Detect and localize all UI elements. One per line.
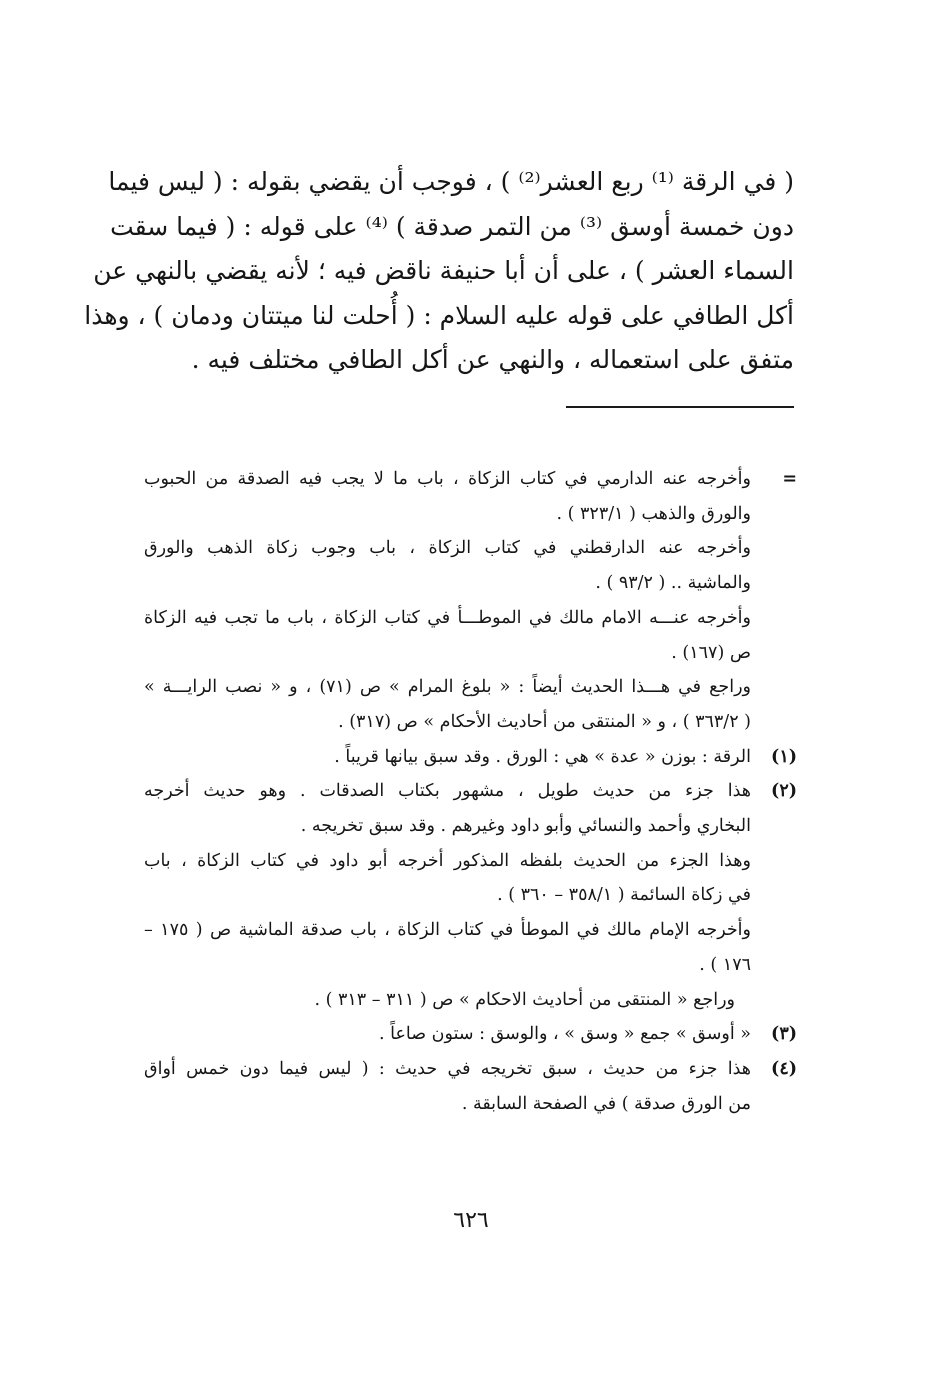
- footnote-line: ( ٣٦٣/٢ ) ، و « المنتقى من أحاديث الأحكام » ص (٣١٧) .: [338, 711, 751, 732]
- footnote-line: ص (١٦٧) .: [671, 642, 751, 663]
- footnote-line: وراجع « المنتقى من أحاديث الاحكام » ص ( ٣١١ – ٣١٣ ) .: [314, 989, 735, 1010]
- footnote-line: ١٧٦ ) .: [699, 954, 751, 975]
- main-text-line: أكل الطافي على قوله عليه السلام : ( أُحلت لنا ميتتان ودمان ) ، وهذا: [84, 300, 794, 330]
- footnote-marker: (١): [771, 746, 797, 767]
- footnote-continuation: [144, 462, 797, 740]
- footnote-2: [144, 774, 797, 1017]
- main-text-line: ( في الرقة ⁽¹⁾ ربع العشر⁽²⁾ ) ، فوجب أن يقضي بقوله : ( ليس فيما: [108, 167, 794, 196]
- footnote-marker: (٣): [771, 1024, 797, 1045]
- footnote-line: وأخرجه عنه الدارمي في كتاب الزكاة ، باب ما لا يجب فيه الصدقة من الحبوب: [144, 469, 751, 489]
- footnote-line: والورق والذهب ( ٣٢٣/١ ) .: [556, 503, 751, 524]
- footnote-marker: (٢): [771, 781, 797, 802]
- footnote-line: وهذا الجزء من الحديث بلفظه المذكور أخرجه أبو داود في كتاب الزكاة ، باب: [144, 850, 751, 871]
- footnote-line: وأخرجه الإمام مالك في الموطأ في كتاب الزكاة ، باب صدقة الماشية ص ( ١٧٥ –: [144, 920, 751, 941]
- footnotes: [144, 462, 797, 1121]
- footnote-4: [144, 1052, 797, 1121]
- footnote-separator: [566, 406, 794, 408]
- footnote-1: [144, 740, 797, 775]
- footnote-line: هذا جزء من حديث ، سبق تخريجه في حديث : ( ليس فيما دون خمس أواق: [144, 1058, 751, 1079]
- page-number: ٦٢٦: [453, 1208, 489, 1233]
- footnote-line: « أوسق » جمع « وسق » ، والوسق : ستون صاعاً .: [379, 1024, 751, 1045]
- footnote-line: وأخرجه عنه الدارقطني في كتاب الزكاة ، باب وجوب زكاة الذهب والورق: [144, 538, 751, 559]
- main-text-line: متفق على استعماله ، والنهي عن أكل الطافي مختلف فيه .: [191, 345, 794, 375]
- main-text-line: السماء العشر ) ، على أن أبا حنيفة ناقض فيه ؛ لأنه يقضي بالنهي عن: [93, 256, 794, 286]
- continuation-marker: =: [782, 469, 797, 489]
- main-text: [84, 160, 794, 383]
- footnote-line: وراجع في هـــذا الحديث أيضاً : « بلوغ المرام » ص (٧١) ، و « نصب الرايـــة »: [144, 677, 751, 698]
- footnote-line: من الورق صدقة ) في الصفحة السابقة .: [461, 1093, 751, 1114]
- footnote-line: والماشية .. ( ٩٣/٢ ) .: [595, 573, 751, 594]
- footnote-line: البخاري وأحمد والنسائي وأبو داود وغيرهم . وقد سبق تخريجه .: [300, 816, 751, 837]
- footnote-line: وأخرجه عنـــه الامام مالك في الموطـــأ في كتاب الزكاة ، باب ما تجب فيه الزكاة: [144, 607, 751, 628]
- footnote-line: الرقة : بوزن « عدة » هي : الورق . وقد سبق بيانها قريباً .: [334, 746, 751, 767]
- main-text-line: دون خمسة أوسق ⁽³⁾ من التمر صدقة ) ⁽⁴⁾ على قوله : ( فيما سقت: [110, 211, 794, 241]
- footnote-line: هذا جزء من حديث طويل ، مشهور بكتاب الصدقات . وهو حديث أخرجه: [144, 781, 751, 802]
- footnote-line: في زكاة السائمة ( ٣٥٨/١ – ٣٦٠ ) .: [497, 885, 751, 906]
- footnote-marker: (٤): [771, 1058, 797, 1079]
- footnote-3: [144, 1017, 797, 1052]
